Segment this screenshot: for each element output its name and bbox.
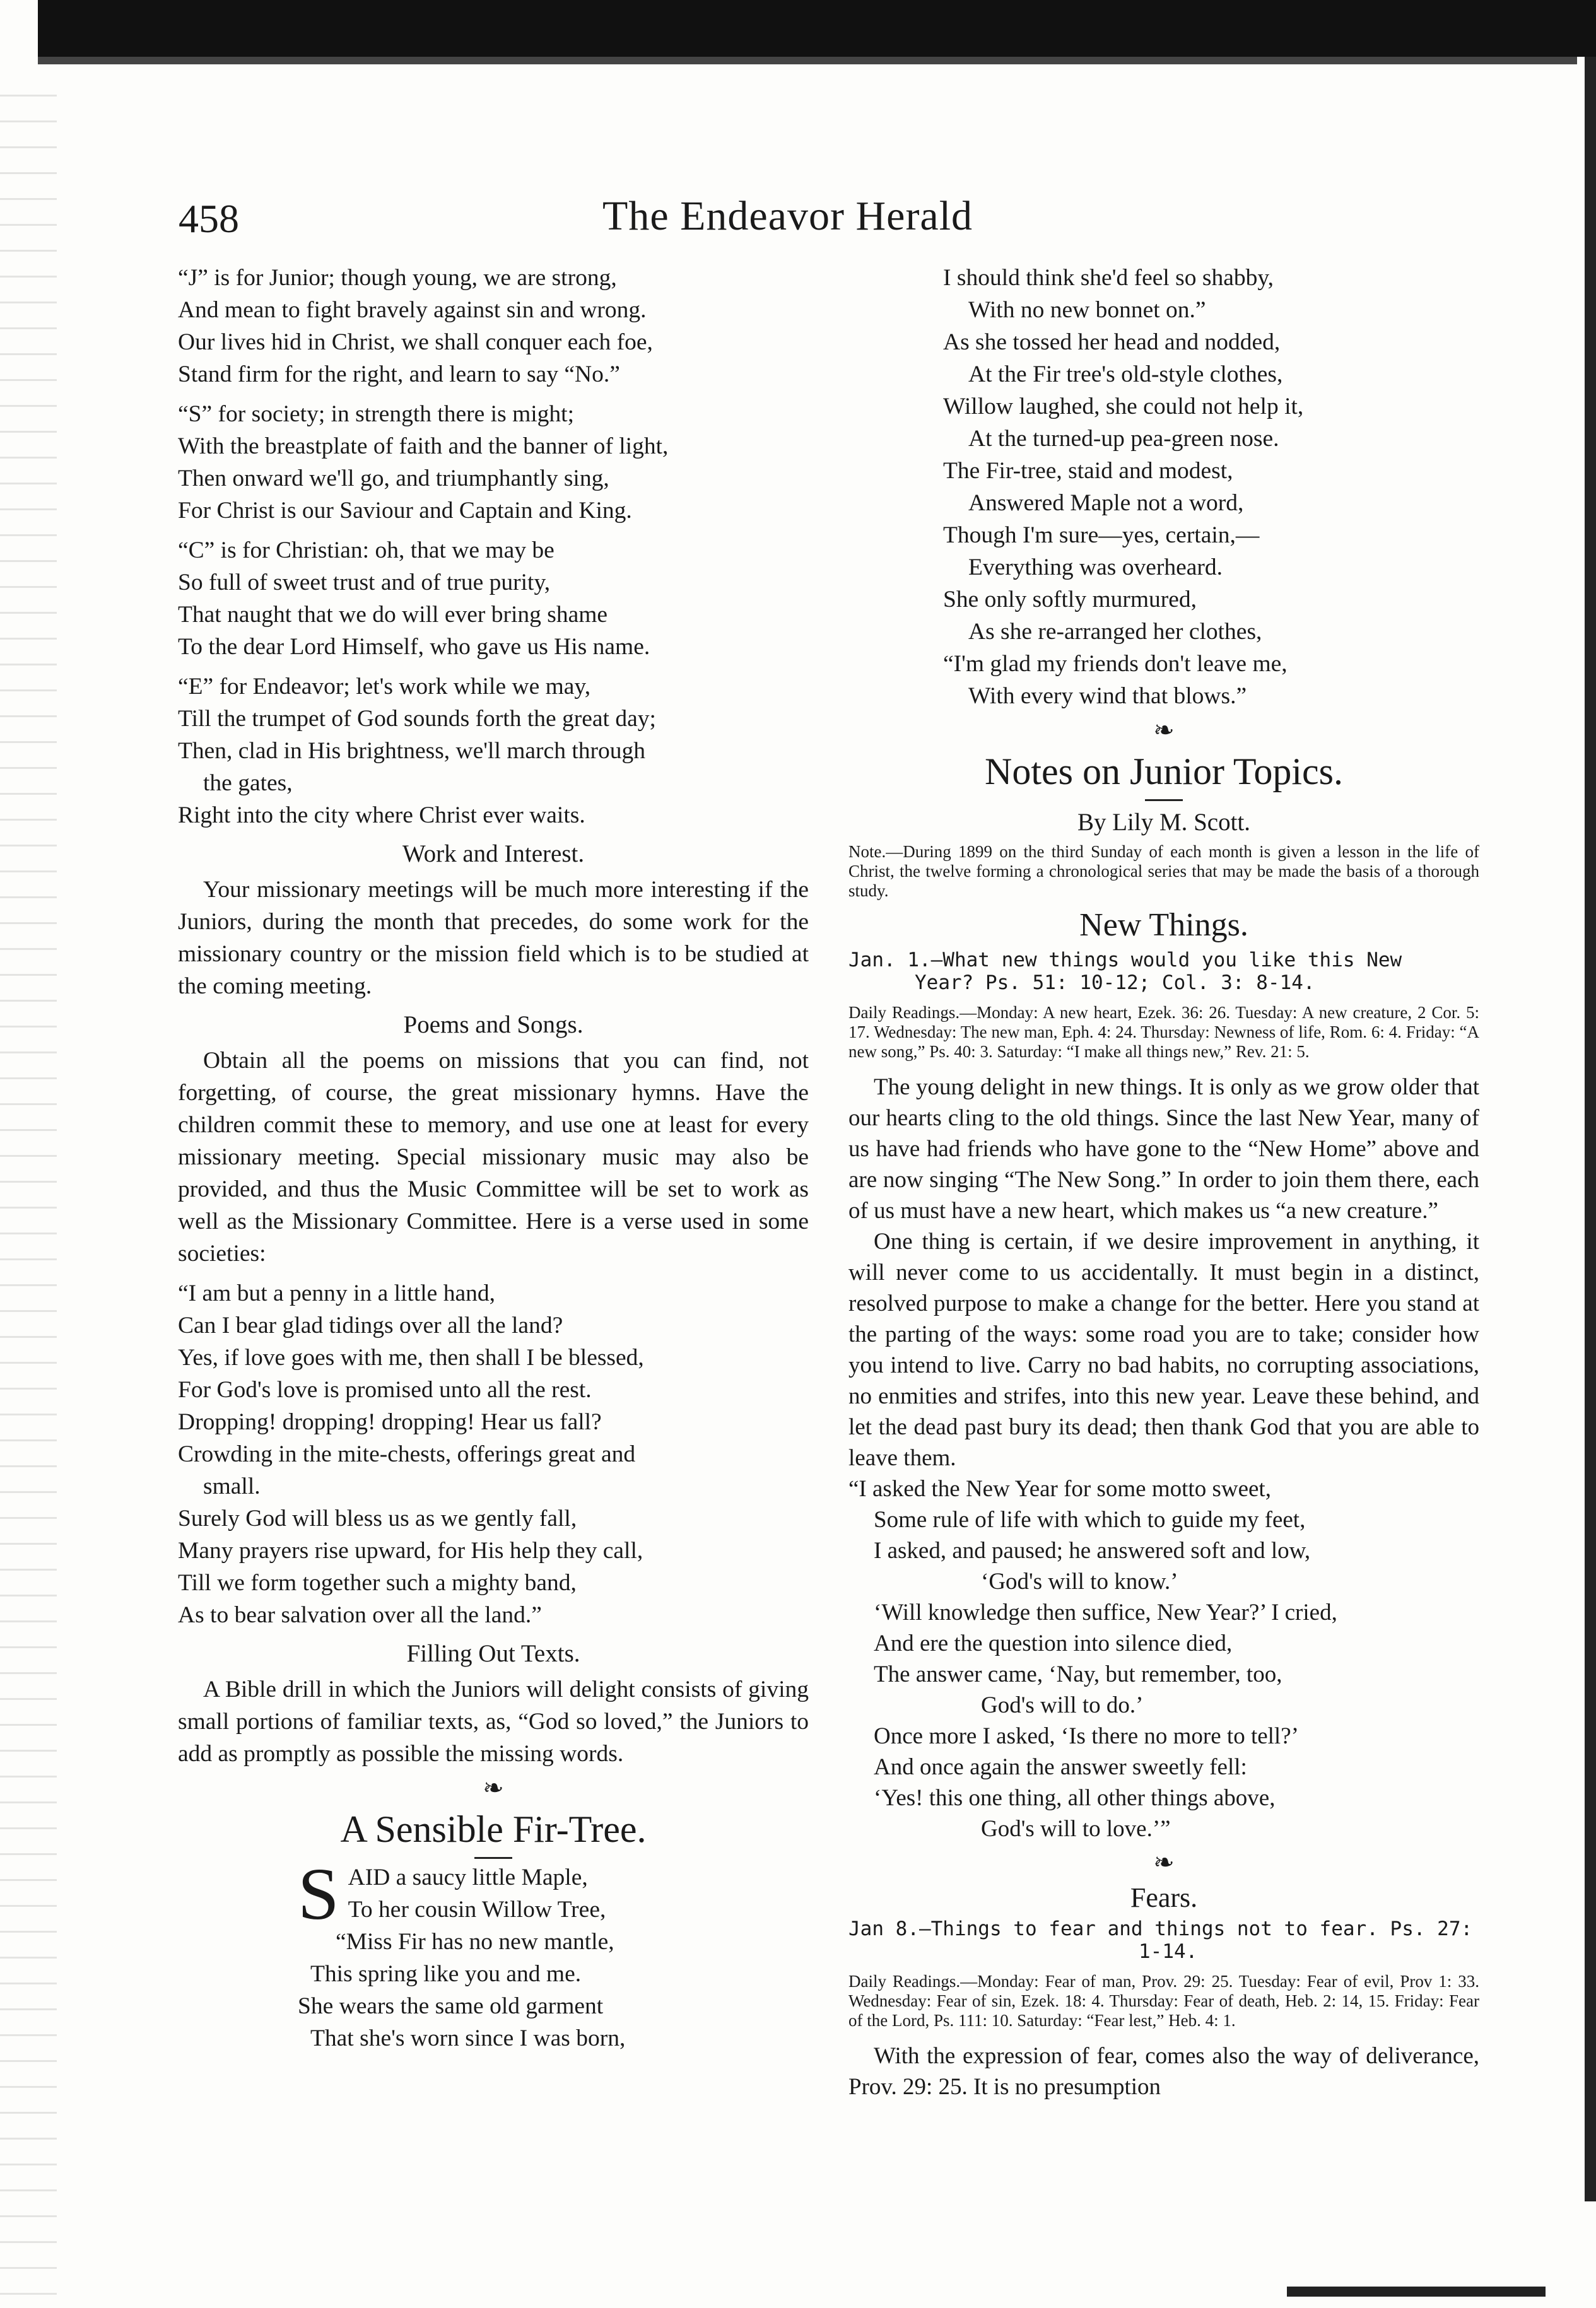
poem-line: To the dear Lord Himself, who gave us His name. xyxy=(178,634,650,660)
poem-line: “E” for Endeavor; let's work while we may, xyxy=(178,674,591,700)
poem-line: Crowding in the mite-chests, offerings great and xyxy=(178,1441,636,1467)
poem-line: AID a saucy little Maple, xyxy=(348,1865,588,1890)
topic-line: 1-14. xyxy=(1139,1940,1198,1963)
scan-bottom-mark xyxy=(1287,2287,1546,2297)
subheading-work-and-interest: Work and Interest. xyxy=(402,840,585,867)
poem-line: This spring like you and me. xyxy=(310,1961,582,1987)
section-title-notes-on-junior-topics: Notes on Junior Topics. xyxy=(984,751,1343,792)
topic-reference-jan-1 xyxy=(848,949,1479,994)
poem-line: small. xyxy=(203,1473,261,1499)
poem-line: For God's love is promised unto all the rest. xyxy=(178,1377,592,1403)
fir-tree-poem xyxy=(178,1853,809,2054)
poem-line: Though I'm sure—yes, certain,— xyxy=(943,522,1260,548)
poem-line: Stand firm for the right, and learn to say “No.” xyxy=(178,361,620,387)
daily-readings-new-things: Daily Readings.—Monday: A new heart, Ezek. 36: 26. Tuesday: A new creature, 2 Cor. 5: 17. Wednesday: The new man, Eph. 4: 24. Thursday: Newness of life, Rom. 6: 4. Friday: “A new song,” Ps. 40: 3. Saturday: “I make all things new,” Rev. 21: 5. xyxy=(848,1003,1479,1061)
poem-line: To her cousin Willow Tree, xyxy=(348,1897,606,1923)
title-rule xyxy=(1145,799,1183,801)
acrostic-stanza-j xyxy=(178,262,809,390)
poem-line: With every wind that blows.” xyxy=(968,683,1247,709)
poem-line: I asked, and paused; he answered soft and low, xyxy=(874,1538,1311,1564)
scan-left-margin-noise xyxy=(0,95,57,2302)
poem-line: As to bear salvation over all the land.” xyxy=(178,1602,542,1628)
running-header: The Endeavor Herald xyxy=(602,193,973,239)
scan-top-border xyxy=(38,0,1596,57)
poem-line: ‘Yes! this one thing, all other things above, xyxy=(874,1785,1276,1811)
poem-line: “J” is for Junior; though young, we are strong, xyxy=(178,265,617,291)
article-title-fir-tree: A Sensible Fir-Tree. xyxy=(340,1808,647,1850)
paragraph-new-things-2: One thing is certain, if we desire improvement in anything, it will never come to us accidentally. It must begin in a distinct, resolved purpose to make a change for the better. Here you stand at the parting of the ways: some road you are to take; consider how you intend to live. Carry no bad habits, no corrupting associations, no enmities and strifes, into this new year. Leave these behind, and let the dead past bury its dead; then thank God that you are able to leave them. xyxy=(848,1229,1479,1471)
poem-line: ‘Will knowledge then suffice, New Year?’ I cried, xyxy=(874,1600,1337,1626)
poem-line: That naught that we do will ever bring shame xyxy=(178,602,608,628)
daily-readings-fears: Daily Readings.—Monday: Fear of man, Prov. 29: 25. Tuesday: Fear of evil, Prov 1: 33. Wednesday: Fear of sin, Ezek. 18: 4. Thursday: Fear of death, Heb. 2: 14, 15. Friday: Fear of the Lord, Ps. 111: 10. Saturday: “Fear lest,” Heb. 4: 1. xyxy=(848,1972,1479,2030)
subheading-filling-out-texts: Filling Out Texts. xyxy=(406,1640,580,1667)
poem-line: Then onward we'll go, and triumphantly sing, xyxy=(178,466,609,491)
poem-line: And ere the question into silence died, xyxy=(874,1631,1233,1656)
poem-line: Can I bear glad tidings over all the land? xyxy=(178,1313,563,1339)
poem-line: So full of sweet trust and of true purity, xyxy=(178,570,551,595)
topic-line: Year? Ps. 51: 10-12; Col. 3: 8-14. xyxy=(915,971,1315,994)
poem-line: She only softly murmured, xyxy=(943,587,1197,612)
paragraph-work: Your missionary meetings will be much more interesting if the Juniors, during the month that precedes, do some work for the missionary country or the mission field which is to be studied at the coming meeting. xyxy=(178,877,809,999)
poem-line: With no new bonnet on.” xyxy=(968,297,1206,323)
poem-line: Answered Maple not a word, xyxy=(968,490,1244,516)
drop-cap: S xyxy=(298,1853,339,1935)
paragraph-filling: A Bible drill in which the Juniors will delight consists of giving small portions of familiar texts, as, “God so loved,” the Juniors to add as promptly as possible the missing words. xyxy=(178,1677,809,1767)
poem-line: “I'm glad my friends don't leave me, xyxy=(943,651,1288,677)
paragraph-new-things-1: The young delight in new things. It is only as we grow older that our hearts cling to the old things. Since the last New Year, many of us have had friends who have gone to the “New Home” above and are now singing “The New Song.” In order to join them there, each of us must have a new heart, which makes us “a new creature.” xyxy=(848,1074,1479,1224)
editorial-note: Note.—During 1899 on the third Sunday of each month is given a lesson in the life of Christ, the twelve forming a chronological series that may be made the basis of a thorough study. xyxy=(848,842,1479,900)
poem-line: Till the trumpet of God sounds forth the great day; xyxy=(178,706,656,732)
ornament-fleuron-icon: ❧ xyxy=(483,1774,504,1802)
topic-heading-new-things: New Things. xyxy=(1079,907,1248,943)
poem-line: Right into the city where Christ ever waits. xyxy=(178,802,585,828)
poem-line: “I am but a penny in a little hand, xyxy=(178,1280,495,1306)
poem-line: ‘God's will to know.’ xyxy=(981,1569,1178,1595)
title-rule xyxy=(474,1857,512,1859)
penny-poem xyxy=(178,1277,809,1631)
poem-line: With the breastplate of faith and the banner of light, xyxy=(178,433,669,459)
paragraph-fears-1: With the expression of fear, comes also the way of deliverance, Prov. 29: 25. It is no presumption xyxy=(848,2043,1479,2100)
poem-line: “I asked the New Year for some motto sweet, xyxy=(848,1476,1271,1502)
poem-line: As she tossed her head and nodded, xyxy=(943,329,1281,355)
acrostic-stanza-e xyxy=(178,671,809,831)
poem-line: “C” is for Christian: oh, that we may be xyxy=(178,537,554,563)
poem-line: That she's worn since I was born, xyxy=(310,2025,626,2051)
poem-line: Many prayers rise upward, for His help they call, xyxy=(178,1538,643,1564)
poem-line: At the turned-up pea-green nose. xyxy=(968,426,1279,452)
poem-line: Our lives hid in Christ, we shall conquer each foe, xyxy=(178,329,653,355)
poem-line: Yes, if love goes with me, then shall I be blessed, xyxy=(178,1345,644,1371)
byline: By Lily M. Scott. xyxy=(1077,809,1251,836)
poem-line: The answer came, ‘Nay, but remember, too, xyxy=(874,1661,1282,1687)
poem-line: the gates, xyxy=(203,770,293,796)
subheading-poems-and-songs: Poems and Songs. xyxy=(403,1011,584,1038)
poem-line: The Fir-tree, staid and modest, xyxy=(943,458,1233,484)
poem-line: “S” for society; in strength there is might; xyxy=(178,401,574,427)
poem-line: Once more I asked, ‘Is there no more to tell?’ xyxy=(874,1723,1299,1749)
right-column xyxy=(848,262,1479,2102)
acrostic-stanza-s xyxy=(178,398,809,527)
topic-reference-jan-8 xyxy=(848,1918,1479,1963)
poem-line: Dropping! dropping! dropping! Hear us fall? xyxy=(178,1409,602,1435)
ornament-fleuron-icon: ❧ xyxy=(1153,716,1175,744)
poem-line: She wears the same old garment xyxy=(298,1993,604,2019)
page-number: 458 xyxy=(179,196,239,241)
poem-line: God's will to do.’ xyxy=(981,1692,1144,1718)
topic-heading-fears: Fears. xyxy=(1130,1882,1198,1913)
poem-line: At the Fir tree's old-style clothes, xyxy=(968,361,1283,387)
poem-line: God's will to love.’” xyxy=(981,1816,1171,1842)
acrostic-stanza-c xyxy=(178,534,809,663)
poem-line: And mean to fight bravely against sin and wrong. xyxy=(178,297,647,323)
paragraph-poems: Obtain all the poems on missions that you can find, not forgetting, of course, the great missionary hymns. Have the children commit these to memory, and use one at least for every missionary meeting. Special missionary music may also be provided, and thus the Music Committee will be set to work as well as the Missionary Committee. Here is a verse used in some societies: xyxy=(178,1048,809,1267)
ornament-fleuron-icon: ❧ xyxy=(1153,1848,1175,1877)
poem-line: Everything was overheard. xyxy=(968,554,1223,580)
poem-line: “Miss Fir has no new mantle, xyxy=(336,1929,614,1955)
topic-line: Jan 8.—Things to fear and things not to fear. Ps. 27: xyxy=(848,1918,1473,1940)
fir-tree-poem-continued xyxy=(848,262,1479,712)
scan-right-border xyxy=(1585,57,1596,2201)
poem-line: As she re-arranged her clothes, xyxy=(968,619,1262,645)
poem-line: Till we form together such a mighty band, xyxy=(178,1570,577,1596)
poem-line: Some rule of life with which to guide my feet, xyxy=(874,1507,1306,1533)
scan-top-edge xyxy=(38,57,1577,64)
poem-line: For Christ is our Saviour and Captain and King. xyxy=(178,498,632,524)
poem-line: Surely God will bless us as we gently fall, xyxy=(178,1506,577,1532)
poem-line: I should think she'd feel so shabby, xyxy=(943,265,1274,291)
left-column xyxy=(178,262,809,2054)
motto-poem xyxy=(848,1473,1479,1844)
poem-line: And once again the answer sweetly fell: xyxy=(874,1754,1247,1780)
poem-line: Then, clad in His brightness, we'll march through xyxy=(178,738,645,764)
poem-line: Willow laughed, she could not help it, xyxy=(943,394,1304,419)
topic-line: Jan. 1.—What new things would you like this New xyxy=(848,949,1402,971)
